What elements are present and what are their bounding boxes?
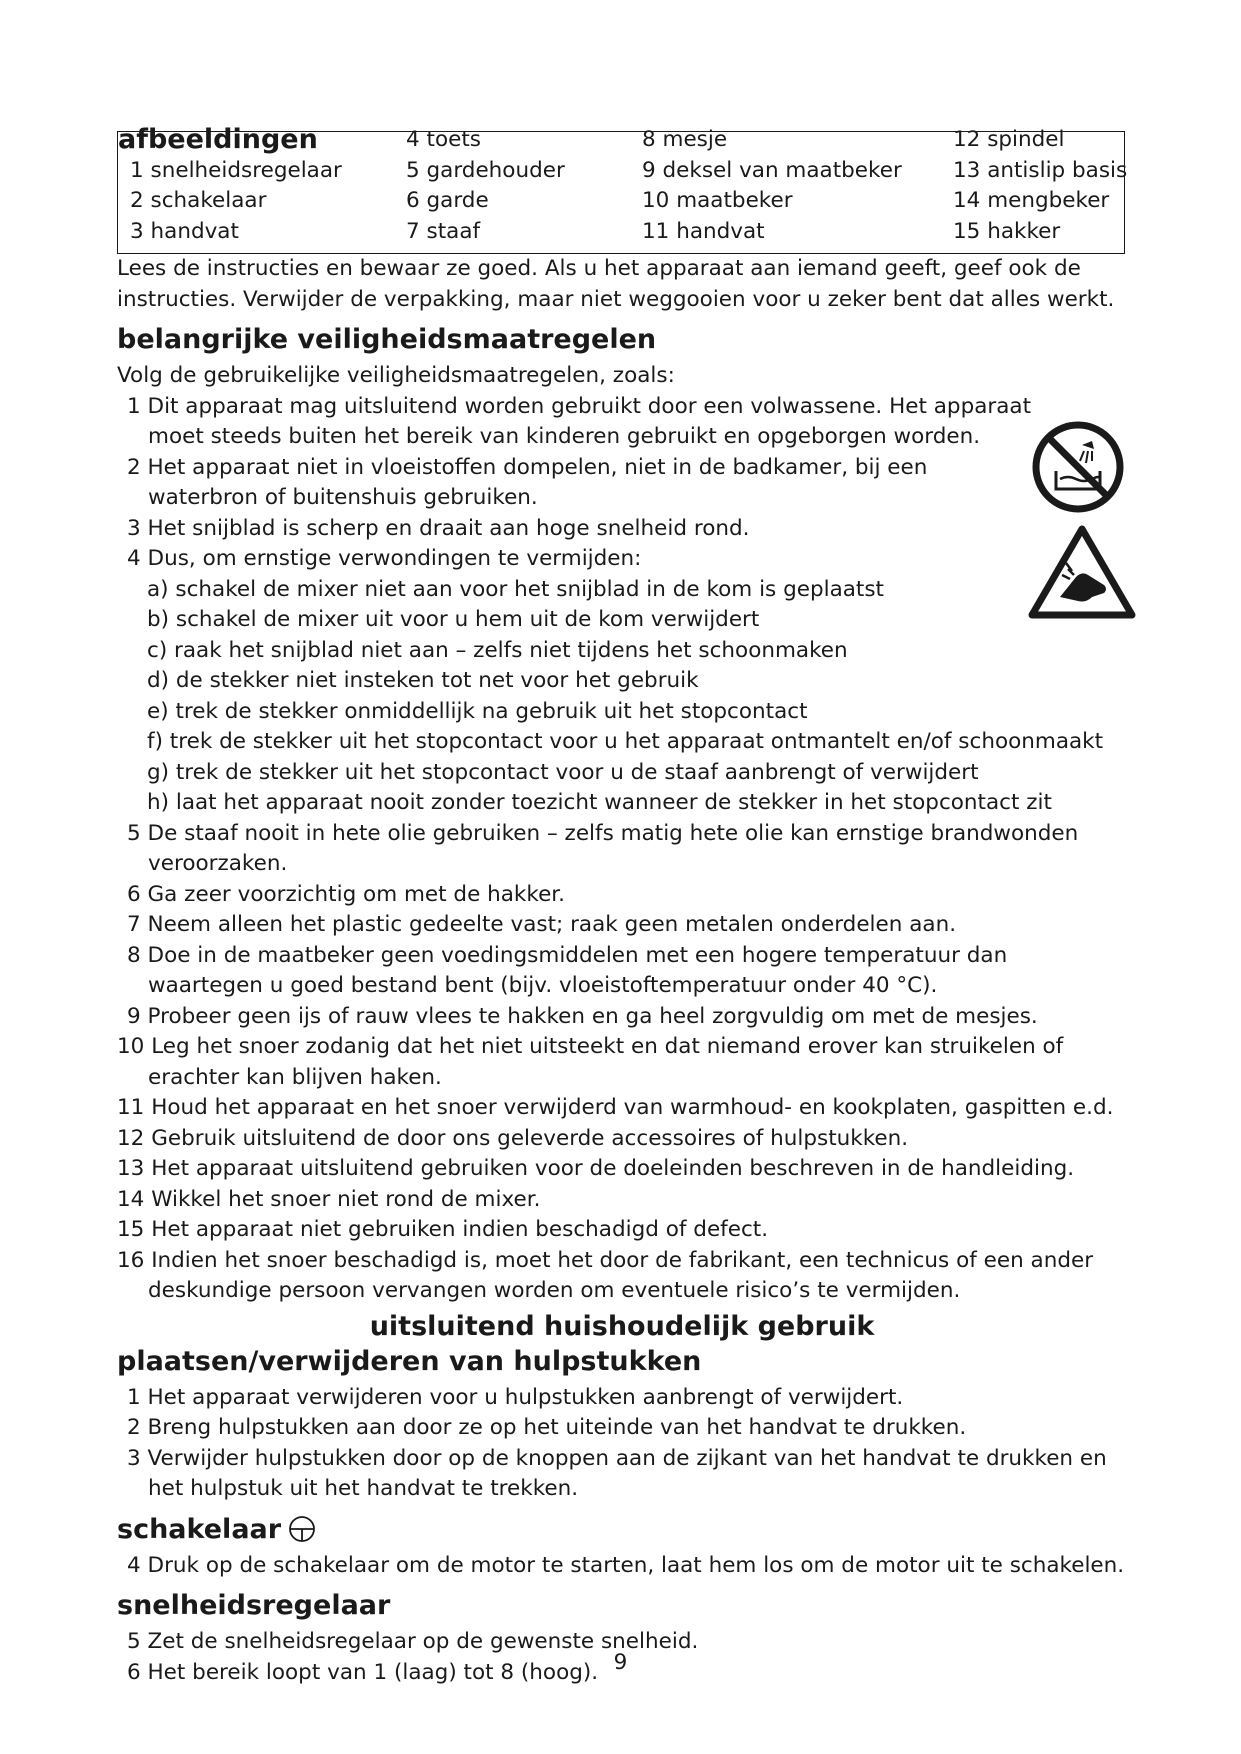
parts-column-1 — [118, 125, 342, 247]
list-item: 4 Dus, om ernstige verwondingen te vermijden: — [127, 546, 642, 571]
household-use-heading: uitsluitend huishoudelijk gebruik — [369, 1310, 875, 1342]
list-item: g) trek de stekker uit het stopcontact voor u de staaf aanbrengt of verwijdert — [147, 759, 979, 785]
list-item: 5 De staaf nooit in hete olie gebruiken – zelfs matig hete olie kan ernstige brandwonden veroorzaken. — [127, 820, 1079, 876]
switch-list — [117, 1551, 1127, 1582]
intro-text: Lees de instructies en bewaar ze goed. Als u het apparaat aan iemand geeft, geef ook de instructies. Verwijder de verpakking, maar niet weggooien voor u zeker bent dat alles werkt. — [117, 256, 1115, 312]
parts-column-3 — [642, 125, 902, 247]
switch-title — [117, 1513, 1127, 1547]
list-item: 3 Verwijder hulpstukken door op de knoppen aan de zijkant van het handvat te drukken en het hulpstuk uit het handvat te trekken. — [127, 1445, 1107, 1501]
attachments-list — [117, 1383, 1127, 1505]
part-item: 13 antislip basis — [953, 157, 1128, 183]
part-item: 8 mesje — [642, 127, 728, 152]
list-item: 14 Wikkel het snoer niet rond de mixer. — [117, 1186, 541, 1212]
list-item: 9 Probeer geen ijs of rauw vlees te hakken en ga heel zorgvuldig om met de mesjes. — [127, 1003, 1038, 1029]
list-item: h) laat het apparaat nooit zonder toezicht wanneer de stekker in het stopcontact zit — [147, 790, 1052, 815]
part-item: 15 hakker — [953, 218, 1061, 244]
power-switch-icon — [287, 1514, 317, 1544]
list-item: 6 Het bereik loopt van 1 (laag) tot 8 (hoog). — [127, 1659, 599, 1685]
safety-lead: Volg de gebruikelijke veiligheidsmaatregelen, zoals: — [117, 363, 675, 388]
part-item: 7 staaf — [406, 218, 481, 244]
list-item: 8 Doe in de maatbeker geen voedingsmiddelen met een hogere temperatuur dan waartegen u goed bestand bent (bijv. vloeistoftemperatuur onder 40 °C). — [127, 942, 1008, 998]
safety-title: belangrijke veiligheidsmaatregelen — [117, 324, 657, 355]
list-item: 3 Het snijblad is scherp en draait aan hoge snelheid rond. — [127, 515, 750, 541]
list-item: 6 Ga zeer voorzichtig om met de hakker. — [127, 881, 565, 907]
list-item: c) raak het snijblad niet aan – zelfs niet tijdens het schoonmaken — [147, 637, 848, 663]
speed-title: snelheidsregelaar — [117, 1590, 391, 1621]
safety-list-a — [117, 392, 1127, 575]
list-item: 15 Het apparaat niet gebruiken indien beschadigd of defect. — [117, 1217, 769, 1242]
part-item: 1 snelheidsregelaar — [130, 157, 342, 183]
safety-list-b — [117, 819, 1127, 1033]
list-item: 16 Indien het snoer beschadigd is, moet het door de fabrikant, een technicus of een ander deskundige persoon vervangen worden om eventuele risico’s te vermijden. — [117, 1247, 1094, 1303]
page-number: 9 — [613, 1650, 628, 1675]
parts-legend-box — [117, 124, 1128, 254]
part-item: 11 handvat — [642, 218, 765, 244]
part-item: 2 schakelaar — [130, 188, 267, 213]
list-item: f) trek de stekker uit het stopcontact voor u het apparaat ontmantelt en/of schoonmaakt — [147, 729, 1104, 754]
safety-sub-list — [117, 575, 1127, 819]
part-item: 4 toets — [406, 127, 481, 152]
manual-page — [117, 124, 1128, 1688]
list-item: 1 Het apparaat verwijderen voor u hulpstukken aanbrengt of verwijdert. — [127, 1384, 904, 1410]
parts-column-4 — [953, 125, 1127, 247]
part-item: 12 spindel — [953, 127, 1065, 152]
parts-column-2 — [406, 125, 565, 247]
no-wash-icon — [1030, 419, 1126, 515]
list-item: 11 Houd het apparaat en het snoer verwijderd van warmhoud- en kookplaten, gaspitten e.d. — [117, 1095, 1114, 1120]
list-item: b) schakel de mixer uit voor u hem uit de kom verwijdert — [147, 607, 760, 632]
switch-title-text: schakelaar — [117, 1513, 282, 1545]
part-item: 14 mengbeker — [953, 188, 1110, 213]
list-item: e) trek de stekker onmiddellijk na gebruik uit het stopcontact — [147, 698, 808, 724]
parts-heading: afbeeldingen — [118, 124, 318, 155]
part-item: 3 handvat — [130, 218, 239, 244]
blade-warning-icon — [1026, 523, 1138, 621]
attachments-title: plaatsen/verwijderen van hulpstukken — [117, 1345, 702, 1377]
list-item: 7 Neem alleen het plastic gedeelte vast; raak geen metalen onderdelen aan. — [127, 912, 957, 937]
safety-list-c — [117, 1032, 1127, 1307]
list-item: 2 Het apparaat niet in vloeistoffen dompelen, niet in de badkamer, bij een waterbron of buitenshuis gebruiken. — [127, 454, 928, 510]
list-item: 10 Leg het snoer zodanig dat het niet uitsteekt en dat niemand erover kan struikelen of erachter kan blijven haken. — [117, 1034, 1064, 1090]
list-item: 5 Zet de snelheidsregelaar op de gewenste snelheid. — [127, 1629, 699, 1654]
list-item: a) schakel de mixer niet aan voor het snijblad in de kom is geplaatst — [147, 576, 884, 602]
part-item: 6 garde — [406, 188, 489, 213]
part-item: 10 maatbeker — [642, 188, 793, 213]
part-item: 9 deksel van maatbeker — [642, 157, 902, 183]
list-item: d) de stekker niet insteken tot net voor het gebruik — [147, 668, 699, 693]
list-item: 2 Breng hulpstukken aan door ze op het uiteinde van het handvat te drukken. — [127, 1415, 967, 1440]
list-item: 1 Dit apparaat mag uitsluitend worden gebruikt door een volwassene. Het apparaat moet steeds buiten het bereik van kinderen gebruikt en opgeborgen worden. — [127, 393, 1032, 449]
list-item: 4 Druk op de schakelaar om de motor te starten, laat hem los om de motor uit te schakelen. — [127, 1552, 1125, 1578]
list-item: 13 Het apparaat uitsluitend gebruiken voor de doeleinden beschreven in de handleiding. — [117, 1156, 1075, 1181]
list-item: 12 Gebruik uitsluitend de door ons geleverde accessoires of hulpstukken. — [117, 1125, 909, 1151]
part-item: 5 gardehouder — [406, 157, 565, 183]
